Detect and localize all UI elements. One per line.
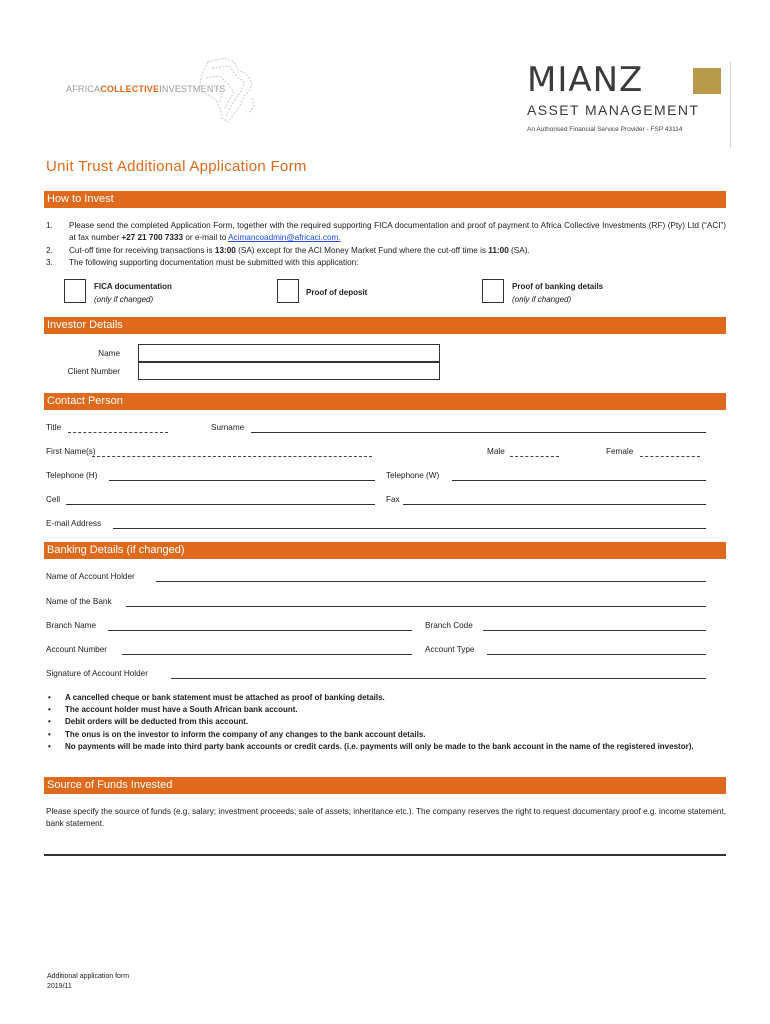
bank-name-label: Name of the Bank	[46, 597, 112, 606]
account-holder-label: Name of Account Holder	[46, 572, 135, 581]
bank-name-input[interactable]	[126, 606, 706, 607]
fica-documentation-checkbox[interactable]	[64, 279, 86, 303]
branch-name-label: Branch Name	[46, 621, 97, 630]
title-label: Title	[46, 423, 62, 432]
female-label: Female	[606, 447, 634, 456]
cell-input[interactable]	[66, 504, 375, 505]
proof-of-banking-label: Proof of banking details (only if changed)	[512, 282, 604, 304]
first-names-label: First Name(s)	[46, 447, 96, 456]
list-item: • No payments will be made into third party bank accounts or credit cards. (i.e. payments will only be made to the bank account in the name of the registered investor).	[48, 741, 694, 751]
footer-form-name: Additional application form	[47, 973, 130, 980]
how-to-invest-list	[46, 220, 726, 270]
proof-of-deposit-checkbox[interactable]	[277, 279, 299, 303]
form-title: Unit Trust Additional Application Form	[46, 158, 307, 175]
list-item: • Debit orders will be deducted from this account.	[48, 717, 249, 727]
section-header-source-of-funds: Source of Funds Invested	[44, 777, 726, 794]
section-header-banking-details: Banking Details (if changed)	[44, 542, 726, 559]
list-item: 3. The following supporting documentation must be submitted with this application:	[46, 258, 359, 268]
list-item: • A cancelled cheque or bank statement must be attached as proof of banking details.	[48, 693, 385, 702]
fax-label: Fax	[386, 495, 400, 504]
email-input[interactable]	[113, 528, 706, 529]
fsp-statement: An Authorised Financial Service Provider - FSP 43114	[527, 126, 683, 133]
source-of-funds-text: Please specify the source of funds (e.g. salary; investment proceeds; sale of assets; inheritance etc.). The company reserves the right to request documentary proof e.g. income statement, bank statement.	[46, 807, 726, 829]
section-header-investor-details: Investor Details	[44, 317, 726, 334]
mianz-logo	[527, 62, 727, 133]
male-label: Male	[487, 447, 505, 456]
footer	[47, 972, 129, 992]
client-number-label: Client Number	[67, 367, 120, 376]
africa-map-icon	[194, 56, 260, 128]
list-item: • The account holder must have a South African bank account.	[48, 705, 298, 715]
name-input[interactable]	[138, 344, 440, 362]
title-input[interactable]	[68, 432, 168, 433]
proof-of-deposit-label: Proof of deposit	[306, 288, 368, 297]
header-divider	[730, 62, 731, 148]
aci-logo-text: AFRICACOLLECTIVEINVESTMENTS	[66, 84, 226, 94]
cell-label: Cell	[46, 495, 61, 504]
signature-label: Signature of Account Holder	[46, 669, 148, 678]
female-input[interactable]	[640, 456, 700, 457]
source-of-funds-line	[44, 854, 726, 856]
telephone-w-input[interactable]	[452, 480, 706, 481]
email-label: E-mail Address	[46, 519, 102, 528]
footer-version: 2019/11	[47, 983, 72, 990]
mianz-square-icon	[693, 68, 721, 94]
signature-input[interactable]	[171, 678, 706, 679]
account-type-label: Account Type	[425, 645, 475, 654]
telephone-h-input[interactable]	[109, 480, 375, 481]
first-names-input[interactable]	[92, 456, 372, 457]
branch-name-input[interactable]	[108, 630, 412, 631]
mianz-wordmark: MIANZ	[527, 60, 644, 100]
list-item: 2. Cut-off time for receiving transactions is 13:00 (SA) except for the ACI Money Market Fund where the cut-off time is 11:00 (SA).	[46, 245, 530, 255]
surname-input[interactable]	[251, 432, 706, 433]
banking-notes	[46, 692, 726, 753]
list-item: 1. Please send the completed Application Form, together with the required supporting FICA documentation and proof of payment to Africa Collective Investments (RF) (Pty) Ltd (“ACI”) at fax number +27 21 700 7333 or e-mail to Acimancoadmin@africaci.com.	[46, 221, 726, 243]
mianz-subtitle: ASSET MANAGEMENT	[527, 102, 700, 118]
client-number-input[interactable]	[138, 362, 440, 380]
fica-documentation-label: FICA documentation (only if changed)	[94, 282, 172, 304]
fax-input[interactable]	[403, 504, 706, 505]
surname-label: Surname	[211, 423, 245, 432]
source-of-funds-input[interactable]	[44, 835, 726, 854]
telephone-w-label: Telephone (W)	[386, 471, 440, 480]
account-number-input[interactable]	[122, 654, 412, 655]
account-holder-input[interactable]	[156, 581, 706, 582]
account-number-label: Account Number	[46, 645, 107, 654]
list-item: • The onus is on the investor to inform the company of any changes to the bank account details.	[48, 729, 426, 739]
branch-code-label: Branch Code	[425, 621, 473, 630]
telephone-h-label: Telephone (H)	[46, 471, 98, 480]
section-header-how-to-invest: How to Invest	[44, 191, 726, 208]
branch-code-input[interactable]	[483, 630, 706, 631]
proof-of-banking-checkbox[interactable]	[482, 279, 504, 303]
section-header-contact-person: Contact Person	[44, 393, 726, 410]
email-link[interactable]: Acimancoadmin@africaci.com.	[228, 233, 341, 243]
name-label: Name	[98, 349, 120, 358]
aci-logo	[66, 56, 262, 128]
male-input[interactable]	[510, 456, 559, 457]
account-type-input[interactable]	[487, 654, 706, 655]
